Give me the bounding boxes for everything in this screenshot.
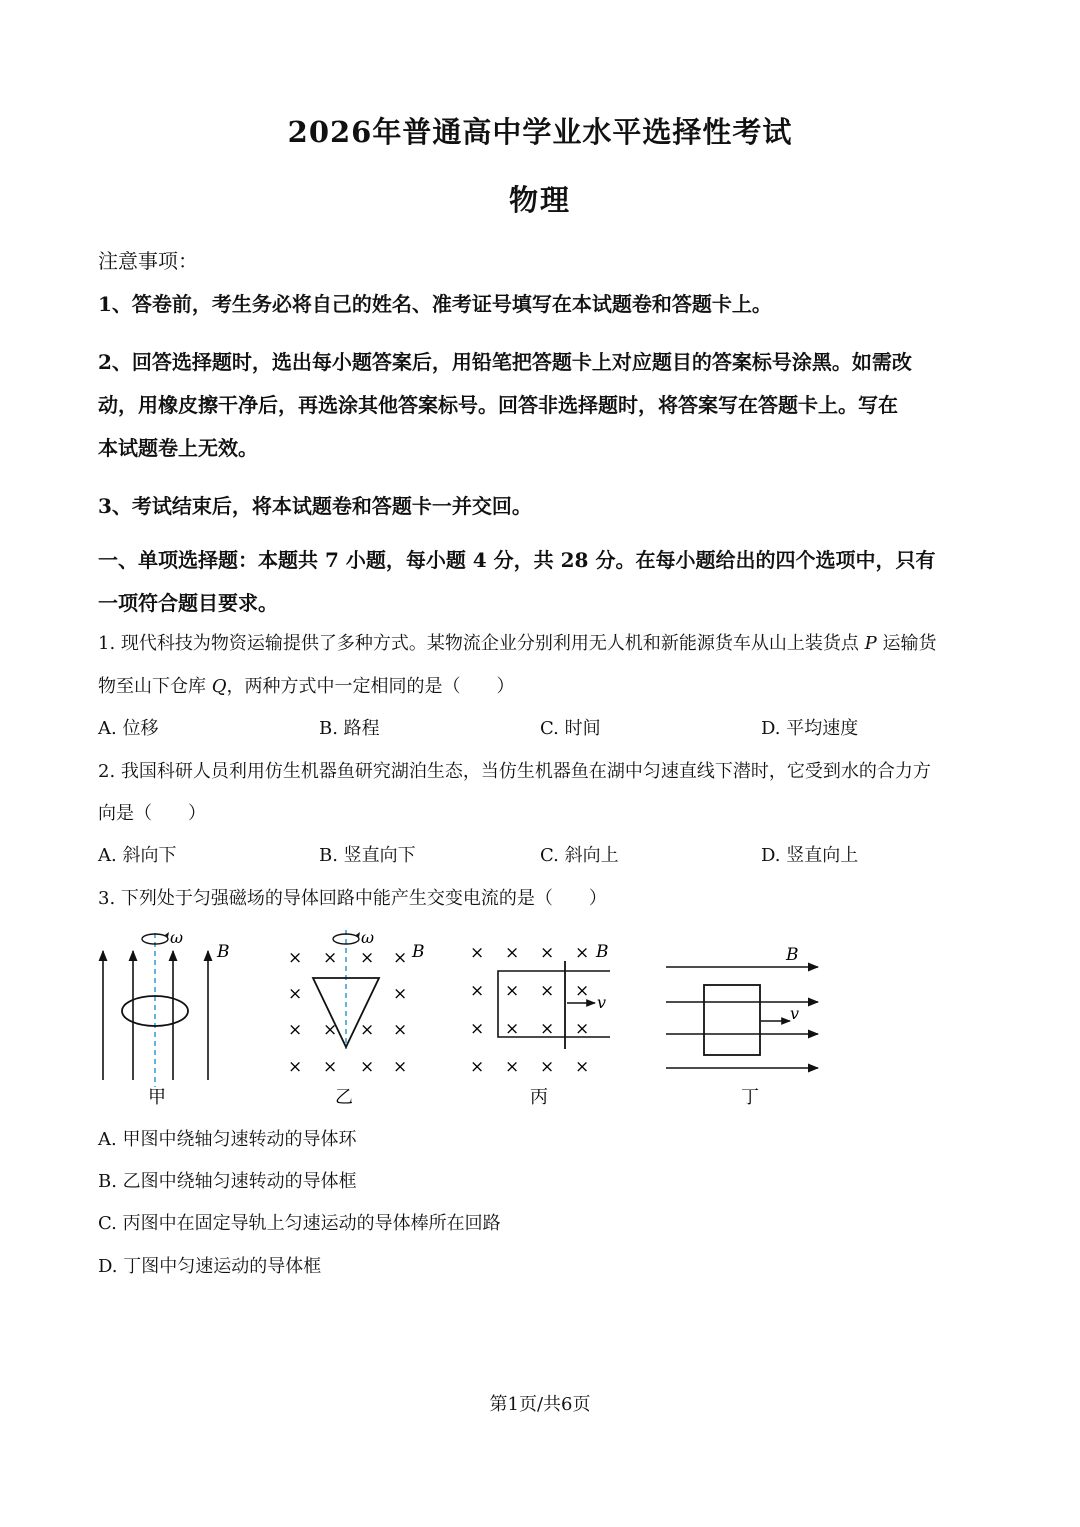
notice-heading: 注意事项： xyxy=(98,249,198,273)
label-b: B xyxy=(412,942,425,962)
label-v: v xyxy=(597,993,607,1012)
q2-option-a: A. 斜向下 xyxy=(98,845,177,866)
caption-bing: 丙 xyxy=(530,1087,548,1108)
cross-mark: × xyxy=(540,1057,555,1077)
cross-mark: × xyxy=(393,1057,408,1077)
notice-item-2-line-3: 本试题卷上无效。 xyxy=(98,436,258,460)
cross-mark: × xyxy=(575,1019,590,1039)
cross-mark: × xyxy=(540,1019,555,1039)
notice-item-1: 1、答卷前，考生务必将自己的姓名、准考证号填写在本试题卷和答题卡上。 xyxy=(98,292,772,316)
cross-mark: × xyxy=(470,943,485,963)
cross-mark: × xyxy=(470,981,485,1001)
page-footer: 第1页/共6页 xyxy=(489,1394,591,1415)
cross-mark: × xyxy=(288,1057,303,1077)
q2-option-d: D. 竖直向上 xyxy=(761,845,859,866)
field-crosses xyxy=(470,943,589,1077)
cross-mark: × xyxy=(323,948,338,968)
q3-option-b: B. 乙图中绕轴匀速转动的导体框 xyxy=(98,1171,357,1192)
caption-ding: 丁 xyxy=(741,1087,759,1108)
figure-jia xyxy=(103,928,230,1108)
cross-mark: × xyxy=(505,1057,520,1077)
label-b: B xyxy=(596,942,609,962)
figure-bing xyxy=(470,942,610,1108)
q1-stem-text: ，两种方式中一定相同的是（ ） xyxy=(226,676,515,697)
notice-item-2-line-1: 2、回答选择题时，选出每小题答案后，用铅笔把答题卡上对应题目的答案标号涂黑。如需改 xyxy=(98,350,912,374)
section-1-heading-line-1: 一、单项选择题：本题共 7 小题，每小题 4 分，共 28 分。在每小题给出的四个选项中，只有 xyxy=(98,548,936,572)
q3-option-d: D. 丁图中匀速运动的导体框 xyxy=(98,1256,322,1277)
q2-option-c: C. 斜向上 xyxy=(540,845,619,866)
conductor-frame xyxy=(704,985,760,1055)
q1-option-d: D. 平均速度 xyxy=(761,718,859,739)
label-b: B xyxy=(217,942,230,962)
cross-mark: × xyxy=(575,981,590,1001)
q1-stem-line-1 xyxy=(98,629,936,655)
cross-mark: × xyxy=(393,948,408,968)
cross-mark: × xyxy=(323,1020,338,1040)
q3-option-c: C. 丙图中在固定导轨上匀速运动的导体棒所在回路 xyxy=(98,1213,501,1234)
cross-mark: × xyxy=(360,1020,375,1040)
q2-stem-line-2: 向是（ ） xyxy=(98,803,206,824)
q2-stem-line-1: 2. 我国科研人员利用仿生机器鱼研究湖泊生态，当仿生机器鱼在湖中匀速直线下潜时，它受到水的合力方 xyxy=(98,761,931,782)
cross-mark: × xyxy=(288,1020,303,1040)
cross-mark: × xyxy=(393,984,408,1004)
caption-jia: 甲 xyxy=(148,1087,166,1108)
figure-ding xyxy=(666,945,818,1108)
q1-stem-text: 1. 现代科技为物资运输提供了多种方式。某物流企业分别利用无人机和新能源货车从山上装货点 xyxy=(98,633,865,654)
cross-mark: × xyxy=(540,981,555,1001)
cross-mark: × xyxy=(323,1057,338,1077)
q3-option-a: A. 甲图中绕轴匀速转动的导体环 xyxy=(98,1129,357,1150)
q1-option-a: A. 位移 xyxy=(98,718,159,739)
q1-stem-text: 物至山下仓库 xyxy=(98,676,212,697)
cross-mark: × xyxy=(505,943,520,963)
q1-var-q: Q xyxy=(211,676,227,697)
q1-stem-text: 运输货 xyxy=(876,633,937,654)
exam-subject: 物理 xyxy=(508,183,571,217)
cross-mark: × xyxy=(540,943,555,963)
q2-option-b: B. 竖直向下 xyxy=(319,845,416,866)
cross-mark: × xyxy=(575,1057,590,1077)
cross-mark: × xyxy=(470,1057,485,1077)
field-crosses xyxy=(288,948,407,1077)
q3-stem: 3. 下列处于匀强磁场的导体回路中能产生交变电流的是（ ） xyxy=(98,888,607,909)
cross-mark: × xyxy=(575,943,590,963)
q1-var-p: P xyxy=(864,633,877,654)
label-omega: ω xyxy=(361,928,375,947)
label-b: B xyxy=(786,945,799,965)
label-v: v xyxy=(790,1004,800,1023)
caption-yi: 乙 xyxy=(335,1087,353,1108)
figure-yi xyxy=(288,928,425,1108)
q1-option-b: B. 路程 xyxy=(319,718,380,739)
cross-mark: × xyxy=(393,1020,408,1040)
notice-item-3: 3、考试结束后，将本试题卷和答题卡一并交回。 xyxy=(98,494,532,518)
label-omega: ω xyxy=(170,928,184,947)
cross-mark: × xyxy=(470,1019,485,1039)
q1-option-c: C. 时间 xyxy=(540,718,601,739)
cross-mark: × xyxy=(288,948,303,968)
cross-mark: × xyxy=(360,1057,375,1077)
q1-stem-line-2 xyxy=(98,672,515,698)
cross-mark: × xyxy=(505,981,520,1001)
exam-title: 2026年普通高中学业水平选择性考试 xyxy=(287,115,793,149)
section-1-heading-line-2: 一项符合题目要求。 xyxy=(98,591,278,615)
cross-mark: × xyxy=(288,984,303,1004)
cross-mark: × xyxy=(360,948,375,968)
q3-figure xyxy=(85,925,845,1115)
cross-mark: × xyxy=(505,1019,520,1039)
notice-item-2-line-2: 动，用橡皮擦干净后，再选涂其他答案标号。回答非选择题时，将答案写在答题卡上。写在 xyxy=(98,393,898,417)
